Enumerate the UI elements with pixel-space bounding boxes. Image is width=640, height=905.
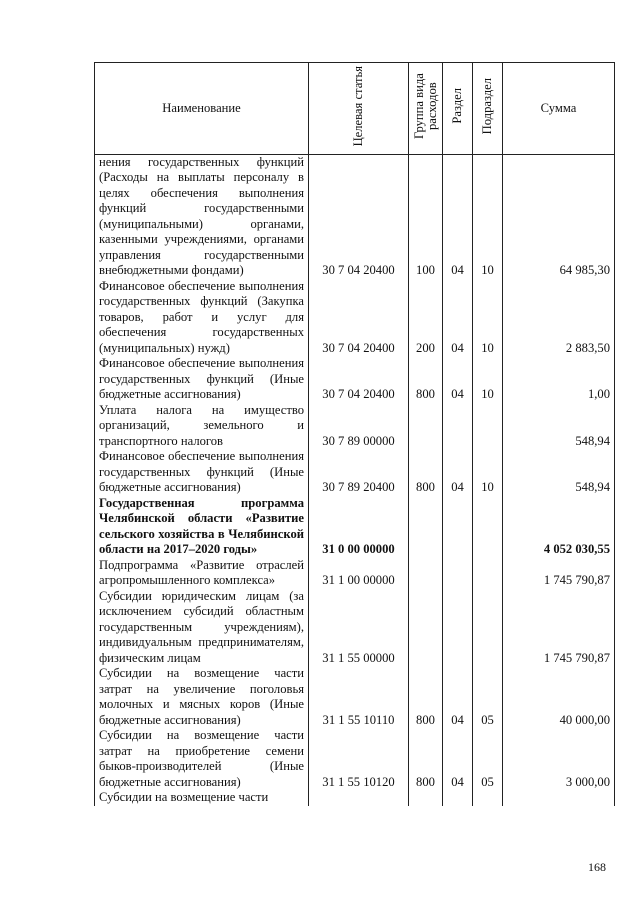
row-expense-group: 800 — [409, 356, 443, 403]
row-target-code — [309, 790, 409, 806]
row-target-code: 30 7 89 20400 — [309, 449, 409, 496]
table-row — [95, 279, 615, 357]
row-name: Финансовое обеспечение выполнения государственных функций (Иные бюджетные ассигнования) — [95, 449, 309, 496]
row-subsection: 10 — [473, 356, 503, 403]
row-target-code: 30 7 89 00000 — [309, 403, 409, 450]
row-section: 04 — [443, 356, 473, 403]
row-target-code: 31 1 55 00000 — [309, 589, 409, 667]
table-row — [95, 666, 615, 728]
row-expense-group: 800 — [409, 449, 443, 496]
row-sum — [503, 790, 615, 806]
row-expense-group: 100 — [409, 154, 443, 279]
row-name: Финансовое обеспечение выполнения государственных функций (Иные бюджетные ассигнования) — [95, 356, 309, 403]
table-row — [95, 496, 615, 558]
page-number: 168 — [588, 860, 606, 874]
table-row — [95, 790, 615, 806]
row-name: Государственная программа Челябинской области «Развитие сельского хозяйства в Челябинской области на 2017–2020 годы» — [95, 496, 309, 558]
row-expense-group: 800 — [409, 666, 443, 728]
row-name: Финансовое обеспечение выполнения государственных функций (Закупка товаров, работ и услуг для обеспечения государственных (муниципальных) нужд) — [95, 279, 309, 357]
row-expense-group — [409, 790, 443, 806]
row-section — [443, 403, 473, 450]
table-row — [95, 356, 615, 403]
row-subsection: 10 — [473, 449, 503, 496]
row-section: 04 — [443, 666, 473, 728]
table-body — [95, 154, 615, 806]
header-group: Группа вида расходов — [409, 63, 443, 155]
row-section — [443, 790, 473, 806]
row-section — [443, 589, 473, 667]
header-name: Наименование — [95, 63, 309, 155]
row-section: 04 — [443, 154, 473, 279]
row-sum: 3 000,00 — [503, 728, 615, 790]
row-expense-group: 200 — [409, 279, 443, 357]
row-subsection — [473, 558, 503, 589]
row-section: 04 — [443, 449, 473, 496]
header-sum: Сумма — [503, 63, 615, 155]
budget-table — [94, 62, 615, 806]
row-name: Субсидии на возмещение части — [95, 790, 309, 806]
row-subsection — [473, 403, 503, 450]
row-name: Уплата налога на имущество организаций, земельного и транспортного налогов — [95, 403, 309, 450]
row-section — [443, 496, 473, 558]
row-sum: 2 883,50 — [503, 279, 615, 357]
row-sum: 64 985,30 — [503, 154, 615, 279]
row-subsection — [473, 790, 503, 806]
row-section: 04 — [443, 728, 473, 790]
row-section: 04 — [443, 279, 473, 357]
row-target-code: 30 7 04 20400 — [309, 356, 409, 403]
table-row — [95, 154, 615, 279]
row-subsection: 05 — [473, 728, 503, 790]
row-target-code: 31 1 55 10110 — [309, 666, 409, 728]
row-sum: 4 052 030,55 — [503, 496, 615, 558]
table-row — [95, 589, 615, 667]
row-name: Субсидии на возмещение части затрат на увеличение поголовья молочных и мясных коров (Иные бюджетные ассигнования) — [95, 666, 309, 728]
row-section — [443, 558, 473, 589]
row-expense-group — [409, 403, 443, 450]
header-target: Целевая статья — [309, 63, 409, 155]
row-sum: 548,94 — [503, 403, 615, 450]
row-name: Подпрограмма «Развитие отраслей агропромышленного комплекса» — [95, 558, 309, 589]
row-sum: 548,94 — [503, 449, 615, 496]
row-target-code: 31 0 00 00000 — [309, 496, 409, 558]
row-subsection: 10 — [473, 154, 503, 279]
row-subsection: 05 — [473, 666, 503, 728]
row-expense-group — [409, 496, 443, 558]
table-header-row — [95, 63, 615, 155]
row-subsection — [473, 589, 503, 667]
table-row — [95, 403, 615, 450]
row-expense-group — [409, 589, 443, 667]
row-expense-group — [409, 558, 443, 589]
table-row — [95, 728, 615, 790]
row-sum: 1,00 — [503, 356, 615, 403]
row-target-code: 30 7 04 20400 — [309, 154, 409, 279]
row-target-code: 30 7 04 20400 — [309, 279, 409, 357]
header-subsection: Подраздел — [473, 63, 503, 155]
table-row — [95, 558, 615, 589]
row-sum: 1 745 790,87 — [503, 558, 615, 589]
row-sum: 40 000,00 — [503, 666, 615, 728]
row-sum: 1 745 790,87 — [503, 589, 615, 667]
table-row — [95, 449, 615, 496]
header-section: Раздел — [443, 63, 473, 155]
row-name: нения государственных функций (Расходы на выплаты персоналу в целях обеспечения выполнения функций государственными (муниципальными) органами, казенными учреждениями, органами управления государственными внебюджетными фондами) — [95, 154, 309, 279]
row-subsection — [473, 496, 503, 558]
row-target-code: 31 1 00 00000 — [309, 558, 409, 589]
row-name: Субсидии на возмещение части затрат на приобретение семени быков-производителей (Иные бюджетные ассигнования) — [95, 728, 309, 790]
row-name: Субсидии юридическим лицам (за исключением субсидий областным государственным учреждениям), индивидуальным предпринимателям, физическим лицам — [95, 589, 309, 667]
row-subsection: 10 — [473, 279, 503, 357]
row-expense-group: 800 — [409, 728, 443, 790]
row-target-code: 31 1 55 10120 — [309, 728, 409, 790]
